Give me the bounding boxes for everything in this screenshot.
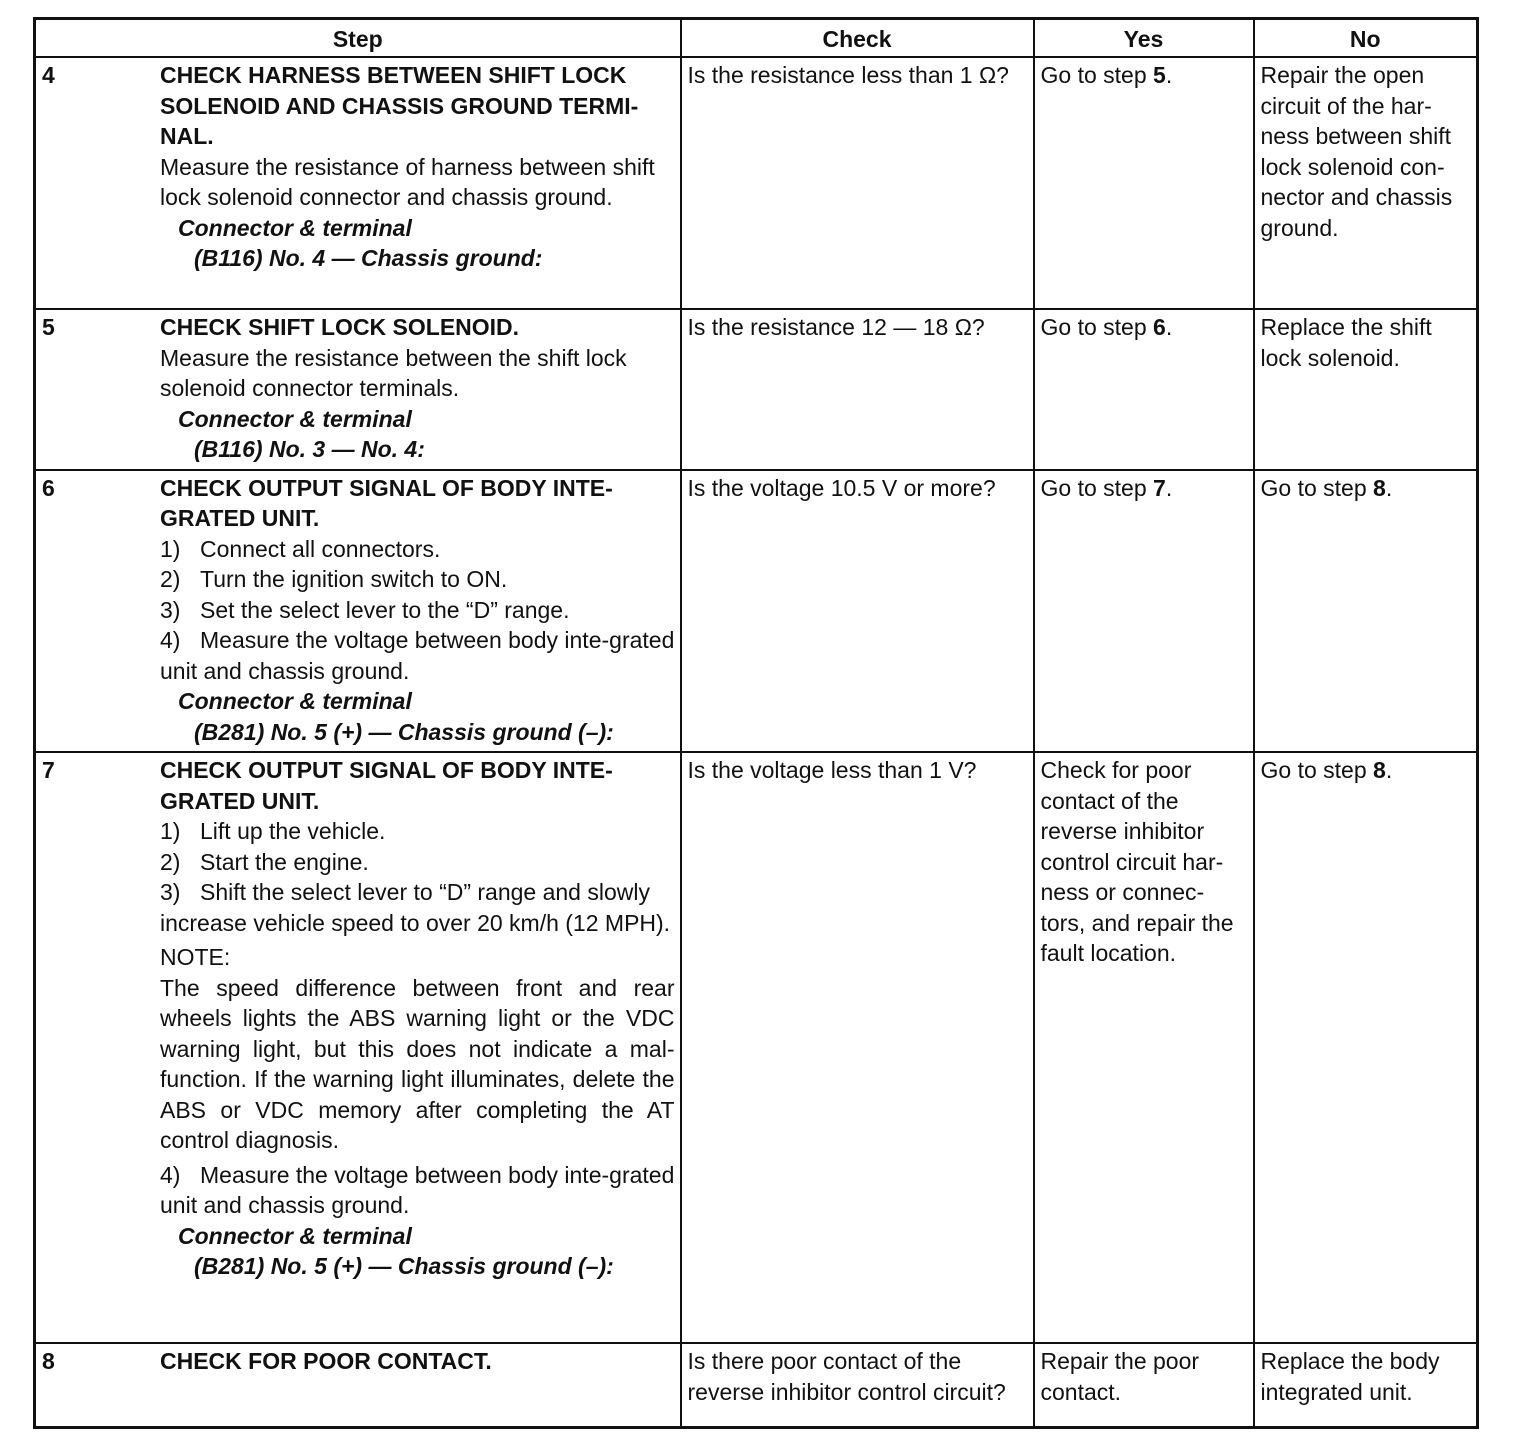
list-item-text: Turn the ignition switch to ON. (200, 566, 508, 592)
list-item-number: 1) (160, 535, 181, 562)
step-title: CHECK SHIFT LOCK SOLENOID. (160, 314, 520, 340)
connector-title: Connector & terminal (178, 1222, 412, 1249)
yes-step-ref: 7 (1153, 474, 1166, 501)
step-body (160, 60, 675, 274)
list-item-text: Shift the select lever to “D” range and slowly increase vehicle speed to over 20 km/h (12 MPH). (160, 879, 671, 936)
yes-cell (1034, 309, 1254, 470)
connector-value: (B281) No. 5 (+) — Chassis ground (–): (194, 1253, 614, 1279)
list-item-number: 4) (160, 627, 181, 653)
table-row (35, 1343, 1478, 1428)
step-body (160, 1346, 675, 1377)
yes-cell (1034, 57, 1254, 309)
table-row (35, 470, 1478, 753)
yes-cell (1034, 470, 1254, 753)
header-no: No (1254, 19, 1478, 58)
yes-step-ref: 6 (1153, 314, 1166, 340)
list-item (160, 625, 675, 686)
no-step-ref: 8 (1373, 757, 1386, 783)
step-description: Measure the resistance of harness between shift lock solenoid connector and chassis ground. (160, 153, 655, 210)
check-cell: Is there poor contact of the reverse inhibitor control circuit? (681, 1343, 1034, 1428)
diagnosis-table (33, 17, 1479, 1429)
connector-title: Connector & terminal (178, 214, 412, 241)
yes-prefix: Go to step (1040, 314, 1154, 340)
connector-value: (B116) No. 3 — No. 4: (194, 436, 425, 462)
table-row (35, 752, 1478, 1343)
list-item (160, 564, 675, 595)
no-suffix: . (1385, 474, 1393, 501)
no-cell (1254, 470, 1478, 753)
list-item-number: 4) (160, 1161, 181, 1188)
step-title: CHECK OUTPUT SIGNAL OF BODY INTE-GRATED UNIT. (160, 474, 613, 531)
step-cell (35, 309, 681, 470)
connector-title: Connector & terminal (178, 688, 412, 714)
note-label: NOTE: (160, 944, 231, 970)
yes-step-ref: 5 (1153, 62, 1166, 88)
check-cell: Is the resistance 12 — 18 Ω? (681, 309, 1034, 470)
check-cell: Is the voltage 10.5 V or more? (681, 470, 1034, 753)
step-cell (35, 752, 681, 1343)
yes-prefix: Go to step (1040, 474, 1154, 501)
list-item-number: 1) (160, 818, 181, 844)
no-step-ref: 8 (1373, 474, 1386, 501)
connector-title: Connector & terminal (178, 405, 412, 432)
no-cell (1254, 752, 1478, 1343)
no-cell: Replace the shift lock solenoid. (1254, 309, 1478, 470)
yes-suffix: . (1165, 62, 1173, 88)
table-row (35, 309, 1478, 470)
table-header-row (35, 19, 1478, 58)
connector-value: (B116) No. 4 — Chassis ground: (194, 245, 543, 271)
header-check: Check (681, 19, 1034, 58)
yes-suffix: . (1165, 314, 1173, 340)
list-item (160, 595, 675, 626)
table-row (35, 57, 1478, 309)
header-step: Step (35, 19, 681, 58)
list-item-number: 3) (160, 879, 181, 905)
list-item-text: Connect all connectors. (200, 535, 441, 562)
step-title: CHECK FOR POOR CONTACT. (160, 1348, 492, 1374)
no-cell: Replace the body integrated unit. (1254, 1343, 1478, 1428)
list-item-text: Measure the voltage between body inte-grated unit and chassis ground. (160, 1161, 675, 1218)
step-number: 6 (42, 474, 55, 501)
step-number: 8 (42, 1348, 55, 1374)
list-item-number: 2) (160, 566, 181, 592)
yes-prefix: Go to step (1040, 62, 1154, 88)
list-item-number: 2) (160, 848, 181, 875)
note-text: The speed difference between front and rear wheels lights the ABS warning light or the VDC warning light, but this does not indicate a mal-function. If the warning light illuminates, delete the ABS or VDC memory after completing the AT control diagnosis. (160, 974, 675, 1153)
step-cell (35, 1343, 681, 1428)
header-yes: Yes (1034, 19, 1254, 58)
list-item (160, 1160, 675, 1221)
list-item (160, 816, 675, 847)
yes-cell: Check for poor contact of the reverse inhibitor control circuit har-ness or connec-tors, and repair the fault location. (1034, 752, 1254, 1343)
no-prefix: Go to step (1260, 474, 1374, 501)
list-item (160, 534, 675, 565)
check-cell: Is the resistance less than 1 Ω? (681, 57, 1034, 309)
step-title: CHECK OUTPUT SIGNAL OF BODY INTE-GRATED UNIT. (160, 757, 613, 814)
step-body (160, 312, 675, 465)
list-item-text: Measure the voltage between body inte-grated unit and chassis ground. (160, 627, 675, 684)
yes-cell: Repair the poor contact. (1034, 1343, 1254, 1428)
no-prefix: Go to step (1260, 757, 1374, 783)
list-item-text: Start the engine. (200, 848, 369, 875)
step-body (160, 473, 675, 748)
list-item (160, 847, 675, 878)
step-number: 7 (42, 757, 55, 783)
list-item (160, 877, 675, 938)
check-cell: Is the voltage less than 1 V? (681, 752, 1034, 1343)
no-suffix: . (1385, 757, 1393, 783)
step-cell (35, 470, 681, 753)
list-item-number: 3) (160, 596, 181, 623)
no-cell: Repair the open circuit of the har-ness between shift lock solenoid con-nector and chassis ground. (1254, 57, 1478, 309)
connector-value: (B281) No. 5 (+) — Chassis ground (–): (194, 718, 614, 745)
list-item-text: Lift up the vehicle. (200, 818, 386, 844)
step-number: 5 (42, 314, 55, 340)
step-description: Measure the resistance between the shift lock solenoid connector terminals. (160, 344, 627, 401)
step-cell (35, 57, 681, 309)
step-title: CHECK HARNESS BETWEEN SHIFT LOCK SOLENOID AND CHASSIS GROUND TERMI-NAL. (160, 62, 639, 149)
list-item-text: Set the select lever to the “D” range. (200, 596, 570, 623)
yes-suffix: . (1165, 474, 1173, 501)
step-body (160, 755, 675, 1282)
step-number: 4 (42, 62, 55, 88)
